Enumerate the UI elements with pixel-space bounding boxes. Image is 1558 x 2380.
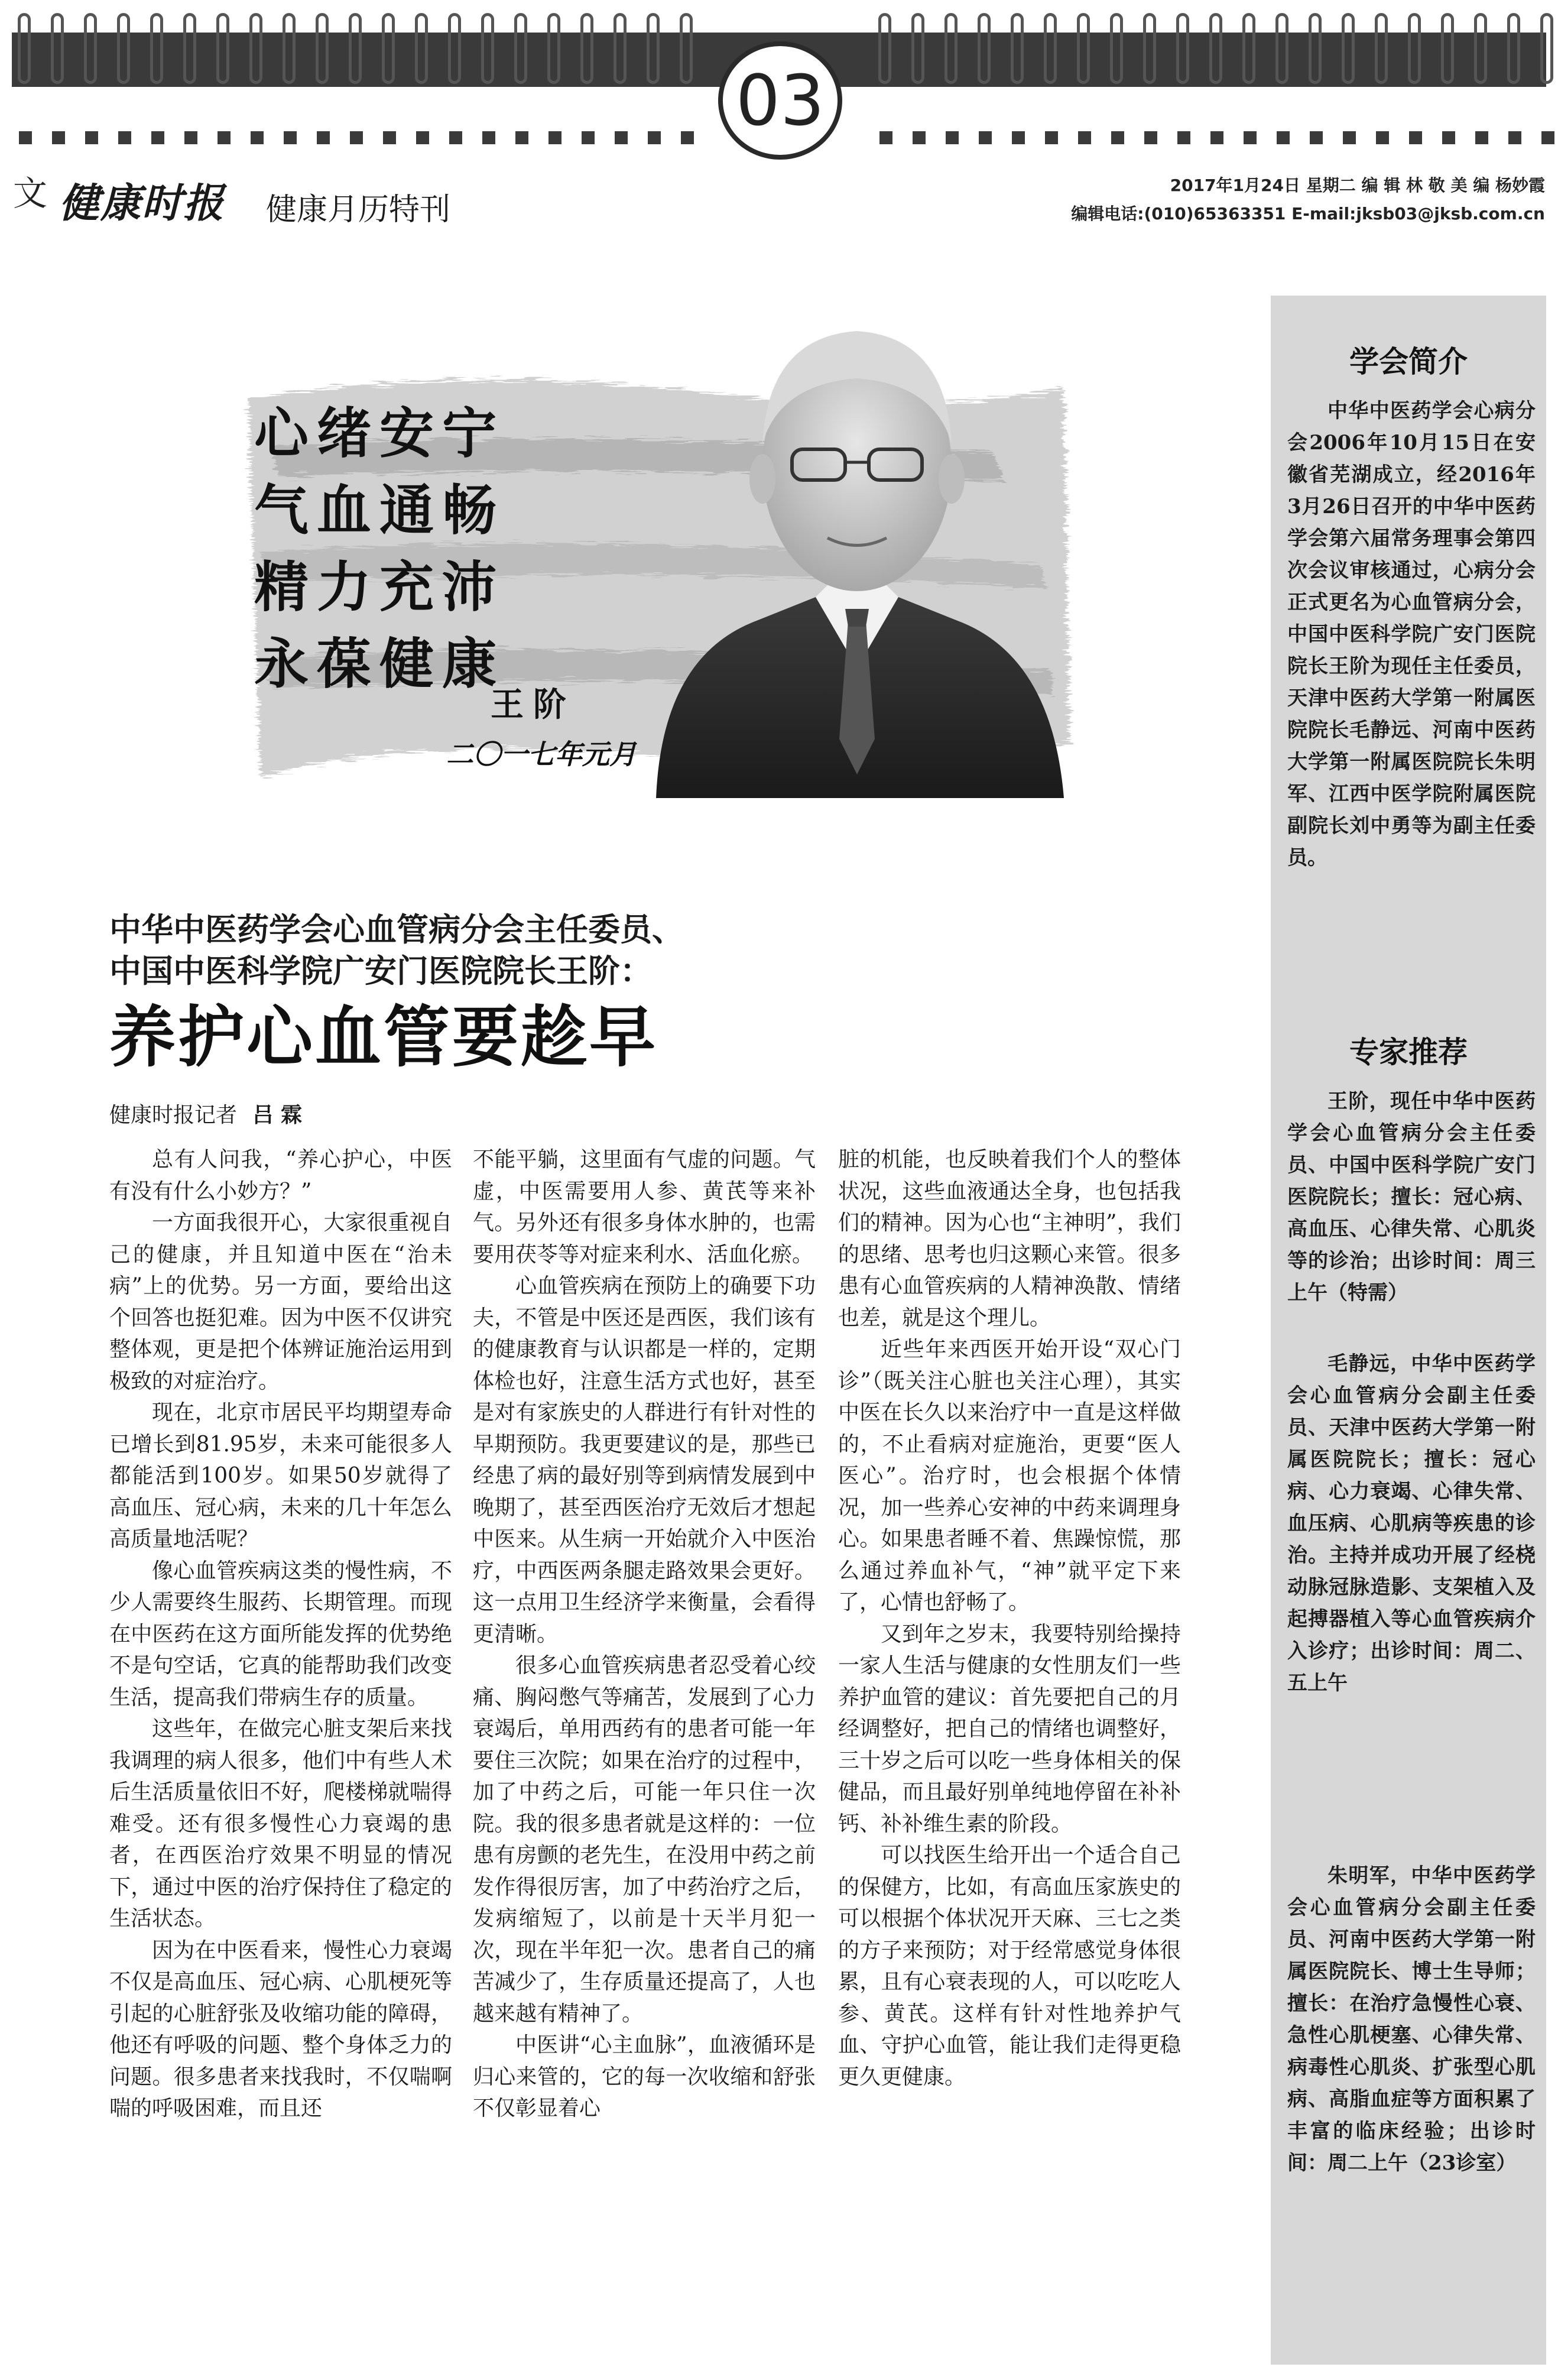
binding-ring xyxy=(1143,13,1156,84)
binding-ring xyxy=(1044,13,1057,84)
kicker-line-2: 中国中医科学院广安门医院院长王阶： xyxy=(109,952,652,990)
expert-1-name: 王阶， xyxy=(1327,1090,1390,1113)
binding-ring xyxy=(18,13,31,84)
binding-ring xyxy=(614,13,627,84)
punch-hole xyxy=(879,131,892,144)
expert-2-name: 毛静远， xyxy=(1327,1352,1411,1376)
article-column-1 xyxy=(109,1144,452,2125)
binding-ring xyxy=(150,13,163,84)
paragraph: 近些年来西医开始开设“双心门诊”（既关注心脏也关注心理），其实中医在长久以来治疗中一直是这样做的，不止看病对症施治，更要“医人医心”。治疗时，也会根据个体情况，加一些养心安神的中药来调理身心。如果患者睡不着、焦躁惊慌，那么通过养血补气，“神”就平定下来了，心情也舒畅了。 xyxy=(838,1337,1181,1614)
binding-ring xyxy=(647,13,660,84)
binding-ring xyxy=(415,13,428,84)
binding-ring xyxy=(1441,13,1454,84)
punch-hole xyxy=(582,131,595,144)
binding-ring xyxy=(1011,13,1024,84)
binding-ring xyxy=(1309,13,1322,84)
calligraphy-line-1: 心绪安宁 xyxy=(254,401,505,465)
punch-hole xyxy=(1541,131,1554,144)
punch-hole xyxy=(52,131,65,144)
punch-hole xyxy=(85,131,98,144)
calligraphy-line-2: 气血通畅 xyxy=(254,478,505,542)
punch-hole xyxy=(1442,131,1455,144)
punch-hole xyxy=(1144,131,1157,144)
binding-ring xyxy=(1242,13,1255,84)
punch-hole xyxy=(1376,131,1389,144)
punch-hole xyxy=(416,131,429,144)
punch-hole xyxy=(118,131,131,144)
binding-ring xyxy=(1474,13,1487,84)
punch-hole xyxy=(1277,131,1290,144)
binding-ring xyxy=(1110,13,1123,84)
binding-ring xyxy=(944,13,957,84)
punch-hole xyxy=(284,131,297,144)
paragraph: 脏的机能，也反映着我们个人的整体状况，这些血液通达全身，也包括我们的精神。因为心也“主神明”，我们的思绪、思考也归这颗心来管。很多患有心血管疾病的人精神涣散、情绪也差，就是这个理儿。 xyxy=(838,1147,1181,1330)
page-number: 03 xyxy=(718,41,842,160)
headline: 养护心血管要趁早 xyxy=(109,998,658,1076)
binding-ring xyxy=(283,13,296,84)
expert-3 xyxy=(1287,1860,1536,2179)
punch-hole xyxy=(1244,131,1257,144)
portrait-photo xyxy=(638,290,1076,798)
binding-ring xyxy=(1540,13,1553,84)
paragraph: 很多心血管疾病患者忍受着心绞痛、胸闷憋气等痛苦，发展到了心力衰竭后，单用西药有的患者可能一年要住三次院；如果在治疗的过程中，加了中药之后，可能一年只住一次院。我的很多患者就是这样的：一位患有房颤的老先生，在没用中药之前发作得很厉害，加了中药治疗之后，发病缩短了，以前是十天半月犯一次，现在半年犯一次。患者自己的痛苦减少了，生存质量还提高了，人也越来越有精神了。 xyxy=(473,1653,816,2026)
punch-hole xyxy=(1475,131,1488,144)
binding-ring xyxy=(117,13,130,84)
sidebar-about-text xyxy=(1287,395,1536,874)
punch-hole xyxy=(615,131,628,144)
article-column-2 xyxy=(473,1144,816,2125)
sidebar-about-title: 学会简介 xyxy=(1349,345,1468,379)
binding-ring xyxy=(1507,13,1520,84)
binding-ring xyxy=(216,13,229,84)
expert-3-name: 朱明军， xyxy=(1327,1864,1411,1888)
punch-hole xyxy=(218,131,231,144)
punch-hole xyxy=(648,131,661,144)
byline-label: 健康时报记者 xyxy=(109,1103,238,1127)
paragraph: 因为在中医看来，慢性心力衰竭不仅是高血压、冠心病、心肌梗死等引起的心脏舒张及收缩功能的障碍，他还有呼吸的问题、整个身体乏力的问题。很多患者来找我时，不仅喘啊喘的呼吸困难，而且还 xyxy=(109,1938,452,2120)
masthead-mark: 文 xyxy=(13,173,48,213)
binding-ring xyxy=(1275,13,1288,84)
paragraph: 不能平躺，这里面有气虚的问题。气虚，中医需要用人参、黄芪等来补气。另外还有很多身体水肿的，也需要用茯苓等对症来利水、活血化瘀。 xyxy=(473,1147,816,1267)
punch-hole xyxy=(946,131,959,144)
punch-hole xyxy=(151,131,164,144)
byline xyxy=(109,1098,309,1129)
binding-ring xyxy=(911,13,924,84)
paragraph: 这些年，在做完心脏支架后来找我调理的病人很多，他们中有些人术后生活质量依旧不好，爬楼梯就喘得难受。还有很多慢性心力衰竭的患者，在西医治疗效果不明显的情况下，通过中医的治疗保持住了稳定的生活状态。 xyxy=(109,1717,452,1931)
binding-ring xyxy=(1209,13,1222,84)
binding-ring xyxy=(514,13,527,84)
punch-hole xyxy=(1111,131,1124,144)
contact-line: 编辑电话:(010)65363351 E-mail:jksb03@jksb.com.cn xyxy=(1071,204,1545,223)
expert-2 xyxy=(1287,1348,1536,1699)
sidebar-experts-title: 专家推荐 xyxy=(1349,1035,1468,1069)
punch-hole xyxy=(184,131,197,144)
sidebar-about-paragraph: 中华中医药学会心病分会2006年10月15日在安徽省芜湖成立，经2016年3月26日召开的中华中医药学会第六届常务理事会第四次会议审核通过，心病分会正式更名为心血管病分会，中国中医科学院广安门医院院长王阶为现任主任委员，天津中医药大学第一附属医院院长毛静远、河南中医药大学第一附属医院院长朱明军、江西中医学院附属医院副院长刘中勇等为副主任委员。 xyxy=(1287,399,1536,870)
binding-ring xyxy=(580,13,593,84)
binding-ring xyxy=(1342,13,1355,84)
paragraph: 总有人问我，“养心护心，中医有没有什么小妙方？” xyxy=(109,1147,452,1204)
expert-1 xyxy=(1287,1085,1536,1309)
punch-hole xyxy=(383,131,396,144)
punch-hole xyxy=(1310,131,1323,144)
punch-hole xyxy=(482,131,495,144)
binding-ring xyxy=(448,13,461,84)
binding-ring xyxy=(1176,13,1189,84)
punch-hole xyxy=(350,131,363,144)
binding-ring xyxy=(316,13,329,84)
section-name: 健康月历特刊 xyxy=(266,192,451,228)
paragraph: 可以找医生给开出一个适合自己的保健方，比如，有高血压家族史的可以根据个体状况开天麻、三七之类的方子来预防；对于经常感觉身体很累，且有心衰表现的人，可以吃吃人参、黄芪。这样有针对性地养护气血、守护心血管，能让我们走得更稳更久更健康。 xyxy=(838,1843,1181,2089)
binding-ring xyxy=(547,13,560,84)
calligraphy-date: 二〇一七年元月 xyxy=(446,738,637,770)
paragraph: 又到年之岁末，我要特别给操持一家人生活与健康的女性朋友们一些养护血管的建议：首先要把自己的月经调整好，把自己的情绪也调整好，三十岁之后可以吃一些身体相关的保健品，而且最好别单纯地停留在补补钙、补补维生素的阶段。 xyxy=(838,1622,1181,1836)
punch-hole xyxy=(1012,131,1025,144)
byline-name: 吕霖 xyxy=(252,1103,310,1127)
binding-ring xyxy=(382,13,395,84)
punch-hole xyxy=(449,131,462,144)
date-line: 2017年1月24日 星期二 编 辑 林 敬 美 编 杨妙霞 xyxy=(1170,176,1545,195)
binding-ring xyxy=(978,13,991,84)
paragraph: 中医讲“心主血脉”，血液循环是归心来管的，它的每一次收缩和舒张不仅彰显着心 xyxy=(473,2033,816,2120)
punch-hole xyxy=(1177,131,1190,144)
binding-ring xyxy=(1375,13,1388,84)
punch-hole xyxy=(1078,131,1091,144)
binding-ring xyxy=(878,13,891,84)
binding-ring xyxy=(680,13,693,84)
punch-hole xyxy=(1210,131,1223,144)
calligraphy-signature: 王阶 xyxy=(491,685,576,724)
paragraph: 现在，北京市居民平均期望寿命已增长到81.95岁，未来可能很多人都能活到100岁。如果50岁就得了高血压、冠心病，未来的几十年怎么高质量地活呢？ xyxy=(109,1400,452,1551)
calligraphy-line-3: 精力充沛 xyxy=(254,555,505,619)
kicker-line-1: 中华中医药学会心血管病分会主任委员、 xyxy=(109,911,684,948)
punch-hole xyxy=(19,131,32,144)
calligraphy-line-4: 永葆健康 xyxy=(254,632,505,696)
paragraph: 像心血管疾病这类的慢性病，不少人需要终生服药、长期管理。而现在中医药在这方面所能发挥的优势绝不是句空话，它真的能帮助我们改变生活，提高我们带病生存的质量。 xyxy=(109,1558,452,1710)
expert-3-text: 中华中医药学会心血管病分会副主任委员、河南中医药大学第一附属医院院长、博士生导师；擅长：在治疗急慢性心衰、急性心肌梗塞、心律失常、病毒性心肌炎、扩张型心肌病、高脂血症等方面积累了丰富的临床经验；出诊时间：周二上午（23诊室） xyxy=(1287,1864,1536,2175)
binding-ring xyxy=(349,13,362,84)
expert-2-text: 中华中医药学会心血管病分会副主任委员、天津中医药大学第一附属医院院长；擅长：冠心病、心力衰竭、心律失常、血压病、心肌病等疾患的诊治。主持并成功开展了经桡动脉冠脉造影、支架植入及起搏器植入等心血管疾病介入诊疗；出诊时间：周二、五上午 xyxy=(1287,1352,1536,1695)
punch-hole xyxy=(515,131,528,144)
paragraph: 一方面我很开心，大家很重视自己的健康，并且知道中医在“治未病”上的优势。另一方面，要给出这个回答也挺犯难。因为中医不仅讲究整体观，更是把个体辨证施治运用到极致的对症治疗。 xyxy=(109,1211,452,1393)
punch-hole xyxy=(251,131,264,144)
punch-hole xyxy=(913,131,926,144)
punch-hole xyxy=(979,131,992,144)
punch-hole xyxy=(681,131,694,144)
article-column-3 xyxy=(838,1144,1181,2093)
punch-hole xyxy=(1045,131,1058,144)
binding-ring xyxy=(51,13,64,84)
expert-1-text: 现任中华中医药学会心血管病分会主任委员、中国中医科学院广安门医院院长；擅长：冠心病、高血压、心律失常、心肌炎等的诊治；出诊时间：周三上午（特需） xyxy=(1287,1090,1536,1305)
punch-hole xyxy=(1343,131,1356,144)
binding-ring xyxy=(1408,13,1421,84)
binding-ring xyxy=(249,13,262,84)
binding-ring xyxy=(1077,13,1090,84)
punch-hole xyxy=(548,131,561,144)
binding-ring xyxy=(481,13,494,84)
punch-hole xyxy=(317,131,330,144)
punch-hole xyxy=(1508,131,1521,144)
paragraph: 心血管疾病在预防上的确要下功夫，不管是中医还是西医，我们该有的健康教育与认识都是一样的，定期体检也好，注意生活方式也好，甚至是对有家族史的人群进行有针对性的早期预防。我更要建议的是，那些已经患了病的最好别等到病情发展到中晚期了，甚至西医治疗无效后才想起中医来。从生病一开始就介入中医治疗，中西医两条腿走路效果会更好。这一点用卫生经济学来衡量，会看得更清晰。 xyxy=(473,1274,816,1646)
newspaper-name: 健康时报 xyxy=(59,180,225,227)
binding-ring xyxy=(183,13,196,84)
punch-hole xyxy=(1409,131,1422,144)
binding-ring xyxy=(84,13,97,84)
